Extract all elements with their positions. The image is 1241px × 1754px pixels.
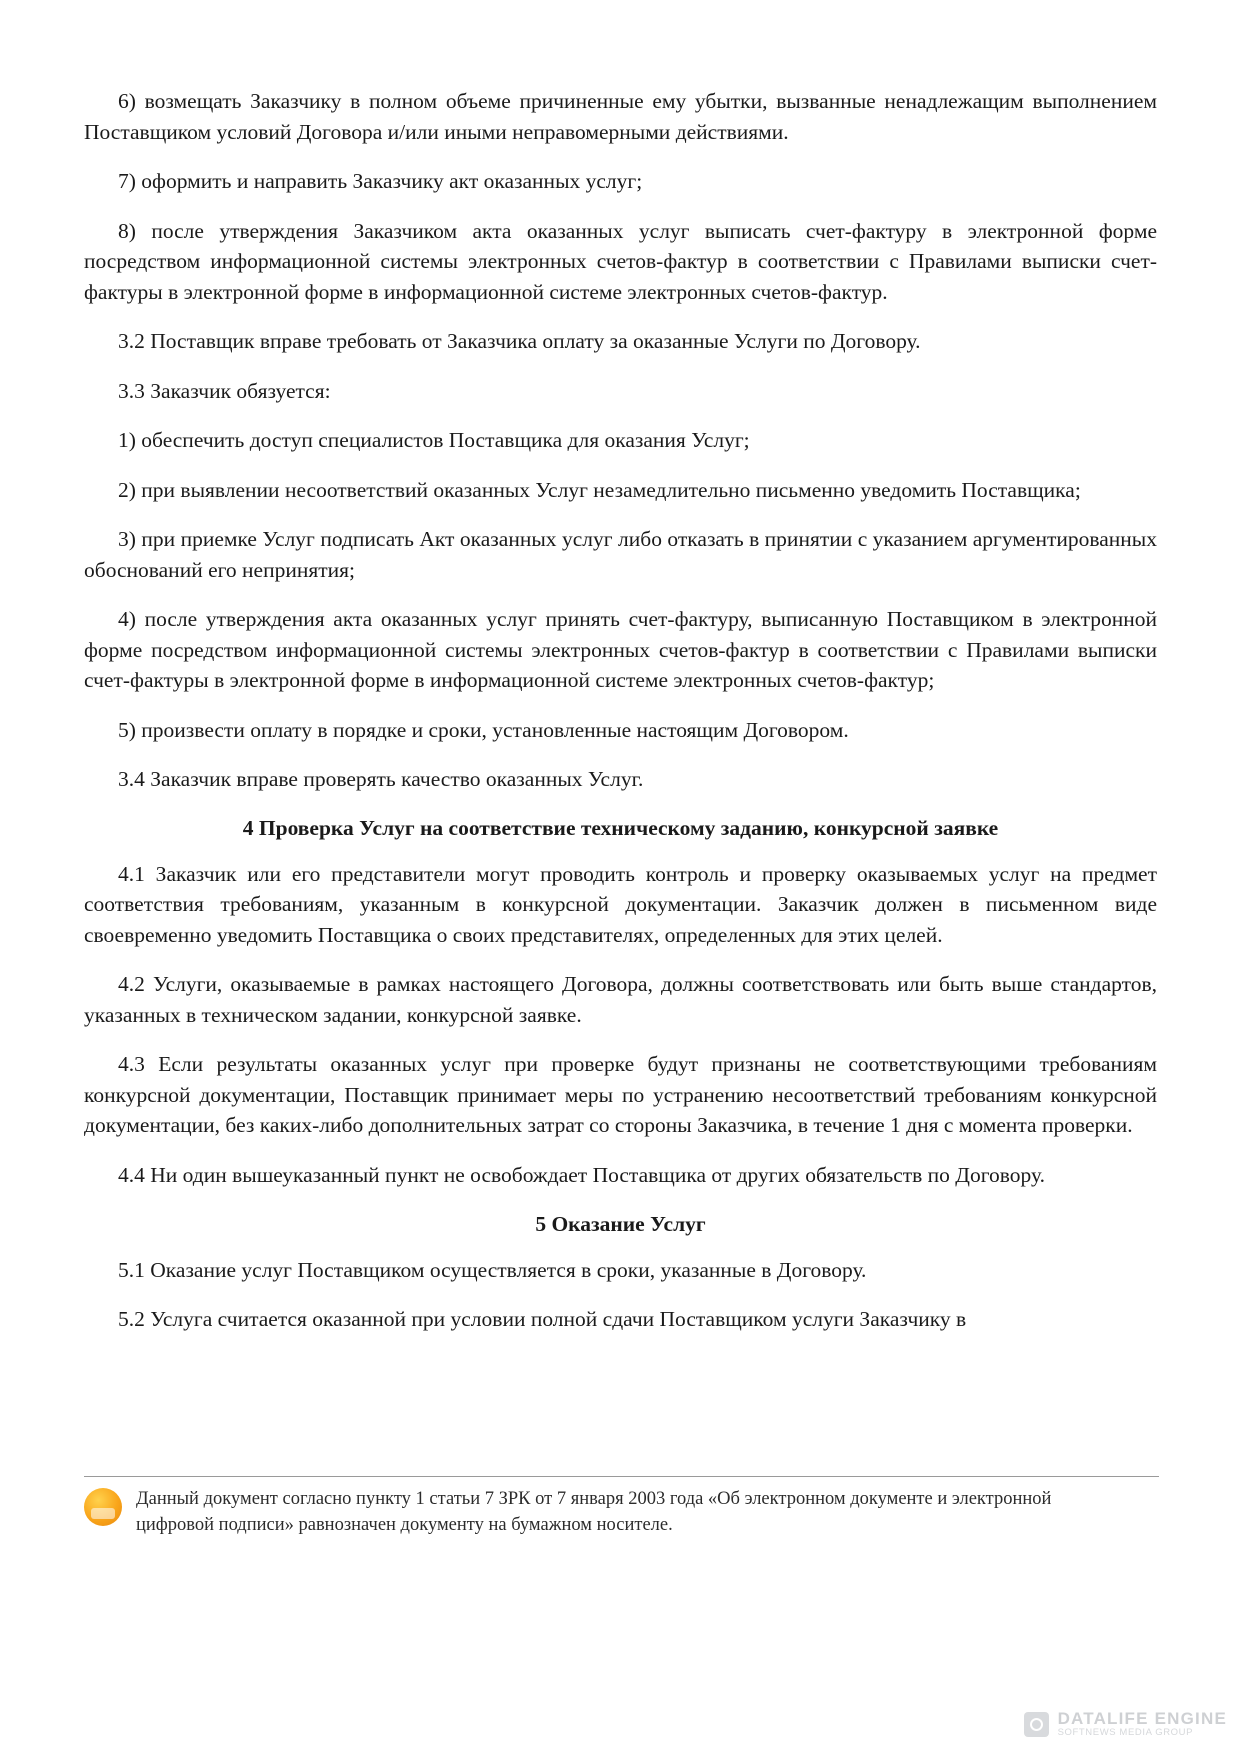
paragraph: 3.4 Заказчик вправе проверять качество оказанных Услуг. [118,767,644,792]
paragraph: 4.2 Услуги, оказываемые в рамках настоящего Договора, должны соответствовать или быть выше стандартов, указанных в техническом задании, конкурсной заявке. [84,972,1157,1027]
seal-icon [84,1488,122,1526]
paragraph: 4) после утверждения акта оказанных услуг принять счет-фактуру, выписанную Поставщиком в электронной форме посредством информационной системы электронных счетов-фактур в соответствии с Правилами выписки счет-фактуры в электронной форме в информационной системе электронных счетов-фактур; [84,607,1157,693]
paragraph: 4.3 Если результаты оказанных услуг при проверке будут признаны не соответствующими требованиям конкурсной документации, Поставщик принимает меры по устранению несоответствий требованиям конкурсной документации, без каких-либо дополнительных затрат со стороны Заказчика, в течение 1 дня с момента проверки. [84,1052,1157,1138]
paragraph: 1) обеспечить доступ специалистов Поставщика для оказания Услуг; [118,428,750,453]
paragraph: 3.3 Заказчик обязуется: [118,378,331,403]
document-text-body [84,86,1157,1354]
paragraph: 5.2 Услуга считается оказанной при условии полной сдачи Поставщиком услуги Заказчику в [118,1307,967,1332]
electronic-document-notice [84,1476,1159,1539]
paragraph: 3) при приемке Услуг подписать Акт оказанных услуг либо отказать в принятии с указанием аргументированных обоснований его непринятия; [84,527,1157,582]
paragraph: 4.4 Ни один вышеуказанный пункт не освобождает Поставщика от других обязательств по Договору. [118,1162,1045,1187]
watermark-logo-icon [1024,1712,1049,1737]
paragraph: 7) оформить и направить Заказчику акт оказанных услуг; [118,169,643,194]
section-heading: 5 Оказание Услуг [535,1211,706,1236]
paragraph: 2) при выявлении несоответствий оказанных Услуг незамедлительно письменно уведомить Поставщика; [118,477,1081,502]
paragraph: 4.1 Заказчик или его представители могут проводить контроль и проверку оказываемых услуг на предмет соответствия требованиям, указанным в конкурсной документации. Заказчик должен в письменном виде своевременно уведомить Поставщика о своих представителях, определенных для этих целей. [84,861,1157,947]
paragraph: 8) после утверждения Заказчиком акта оказанных услуг выписать счет-фактуру в электронной форме посредством информационной системы электронных счетов-фактур в соответствии с Правилами выписки счет-фактуры в электронной форме в информационной системе электронных счетов-фактур. [84,218,1157,304]
paragraph: 3.2 Поставщик вправе требовать от Заказчика оплату за оказанные Услуги по Договору. [118,329,921,354]
section-heading: 4 Проверка Услуг на соответствие техническому заданию, конкурсной заявке [242,815,999,840]
paragraph: 6) возмещать Заказчику в полном объеме причиненные ему убытки, вызванные ненадлежащим выполнением Поставщиком условий Договора и/или иными неправомерными действиями. [84,89,1157,144]
electronic-document-notice-text: Данный документ согласно пункту 1 статьи 7 ЗРК от 7 января 2003 года «Об электронном документе и электронной цифровой подписи» равнозначен документу на бумажном носителе. [136,1489,1052,1536]
watermark-subtitle: SOFTNEWS MEDIA GROUP [1057,1727,1194,1739]
paragraph: 5) произвести оплату в порядке и сроки, установленные настоящим Договором. [118,717,849,742]
watermark-texts [1058,1710,1227,1738]
paragraph: 5.1 Оказание услуг Поставщиком осуществляется в сроки, указанные в Договору. [118,1257,867,1282]
watermark-title: DATALIFE ENGINE [1057,1709,1227,1729]
watermark [1024,1710,1227,1738]
